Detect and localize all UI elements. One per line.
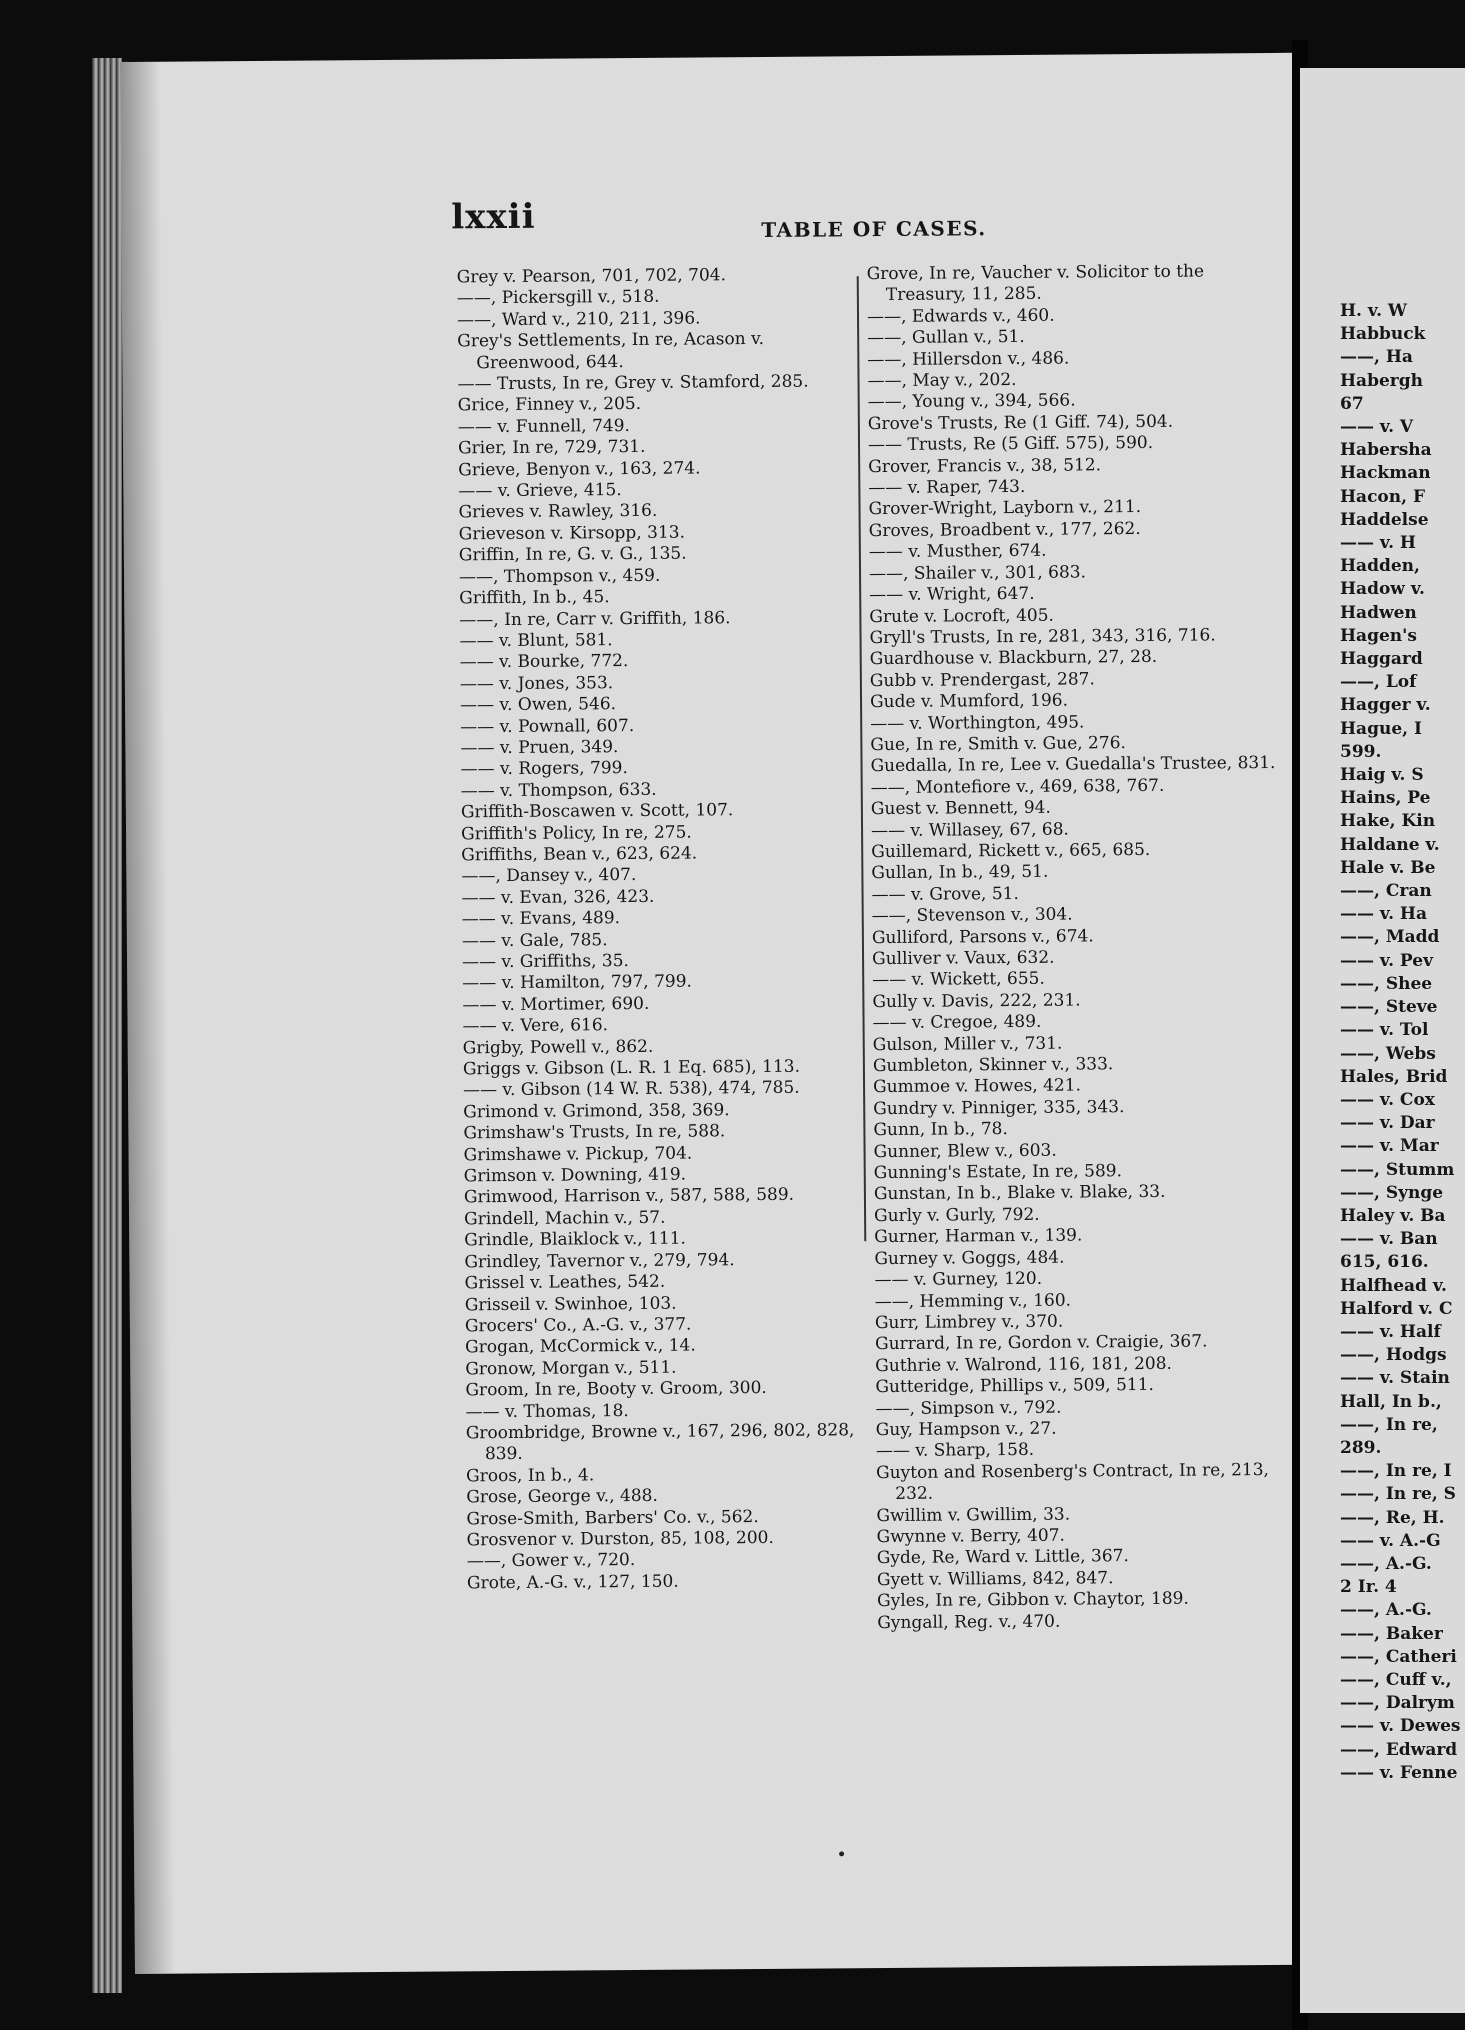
case-entry: —— v. Vere, 616. [462,1015,609,1037]
case-entry: —— v. Grieve, 415. [458,480,622,502]
case-entry: Gyngall, Reg. v., 470. [877,1611,1061,1633]
case-entry: Grindell, Machin v., 57. [464,1207,666,1230]
case-entry: Grissel v. Leathes, 542. [464,1271,666,1294]
facing-page-fragment: ——, In re, I [1340,1461,1452,1482]
case-entry: —— v. Raper, 743. [868,476,1026,499]
facing-page-fragment: Haddelse [1340,509,1429,530]
case-entry: Grose-Smith, Barbers' Co. v., 562. [466,1506,759,1529]
case-entry: Gurly v. Gurly, 792. [874,1204,1040,1226]
facing-page-fragment: ——, In re, [1340,1414,1438,1435]
case-entry: ——, Dansey v., 407. [461,865,637,887]
facing-page-fragment: —— v. H [1340,533,1416,554]
case-entry: Grogan, McCormick v., 14. [465,1335,696,1358]
case-entry: Gurr, Limbrey v., 370. [874,1311,1064,1334]
facing-page-fragment: Hales, Brid [1340,1066,1448,1087]
case-entry: Grote, A.-G. v., 127, 150. [466,1571,679,1594]
case-entry: ——, Stevenson v., 304. [871,904,1073,927]
column-rule [857,276,866,1241]
case-entry: —— v. Owen, 546. [459,694,617,716]
case-entry: —— v. Wickett, 655. [872,969,1045,991]
case-entry: Gunner, Blew v., 603. [873,1140,1057,1162]
case-entry: Grieves v. Rawley, 316. [458,501,658,523]
page-gutter-shadow [120,62,175,1974]
facing-page-fragment: Haig v. S [1340,765,1424,786]
facing-page-fragment: Hadden, [1340,556,1420,577]
case-entry: ——, Ward v., 210, 211, 396. [456,308,701,331]
facing-page-fragment: Haldane v. [1340,834,1440,855]
facing-page-fragment: —— v. A.-G [1340,1530,1441,1551]
facing-page-fragment: —— v. Fenne [1340,1762,1458,1783]
facing-page-fragments [1300,300,1461,1785]
case-entry: —— Trusts, Re (5 Giff. 575), 590. [867,433,1154,456]
running-head: TABLE OF CASES. [761,216,987,242]
case-entry: Gunning's Estate, In re, 589. [873,1161,1123,1184]
facing-page-fragment: Hagger v. [1340,695,1431,716]
case-entry: —— v. Sharp, 158. [875,1440,1035,1462]
case-entry: Groom, In re, Booty v. Groom, 300. [465,1378,767,1401]
case-entry: Gronow, Morgan v., 511. [465,1357,677,1380]
facing-page-fragment: ——, A.-G. [1340,1600,1432,1621]
case-entry: Guthrie v. Walrond, 116, 181, 208. [875,1353,1173,1376]
case-entry: Grose, George v., 488. [466,1485,658,1508]
case-entry: —— v. Blunt, 581. [459,630,613,652]
book-binding-edge [92,58,122,1993]
case-entry: Griffin, In re, G. v. G., 135. [458,543,687,566]
facing-page-fragment: 289. [1340,1437,1382,1458]
facing-page-fragment: Habbuck [1340,324,1426,345]
facing-page-fragment: ——, Lof [1340,672,1417,693]
case-entry: Groos, In b., 4. [466,1465,595,1487]
case-entry: Guest v. Bennett, 94. [870,797,1051,820]
case-entry: —— v. Pownall, 607. [460,715,635,737]
facing-page-fragment: —— v. Dar [1340,1113,1435,1134]
facing-page-fragment: Hake, Kin [1340,811,1436,832]
facing-page-fragment: ——, Ha [1340,347,1413,368]
case-entry: Grier, In re, 729, 731. [457,437,646,459]
case-entry: Gullan, In b., 49, 51. [871,862,1049,884]
case-entry: Grice, Finney v., 205. [457,394,642,416]
facing-page [1300,68,1465,2013]
case-entry: Griggs v. Gibson (L. R. 1 Eq. 685), 113. [462,1056,801,1080]
case-entry: Grimond v. Grimond, 358, 369. [463,1100,730,1123]
case-entry: —— v. Willasey, 67, 68. [870,819,1069,841]
case-entry: —— v. Gibson (14 W. R. 538), 474, 785. [463,1078,800,1101]
case-entry: ——, Shailer v., 301, 683. [868,562,1087,584]
facing-page-fragment: Habergh [1340,370,1423,391]
facing-page-fragment: Habersha [1340,440,1432,461]
facing-page-fragment: ——, Cran [1340,881,1432,902]
case-entry: ——, May v., 202. [867,370,1017,392]
facing-page-fragment: ——, Baker [1340,1623,1443,1644]
case-entry: Grieveson v. Kirsopp, 313. [458,522,686,545]
facing-page-fragment: Haley v. Ba [1340,1205,1446,1226]
case-entry: Gully v. Davis, 222, 231. [872,990,1081,1012]
facing-page-fragment: Hagen's [1340,625,1417,646]
case-entry: Gundry v. Pinniger, 335, 343. [873,1096,1125,1119]
case-entry: ——, Gullan v., 51. [867,327,1025,349]
case-entry: ——, Young v., 394, 566. [867,390,1076,413]
facing-page-fragment: —— v. Stain [1340,1368,1450,1389]
facing-page-fragment: —— v. Ban [1340,1229,1438,1250]
facing-page-fragment: ——, Webs [1340,1043,1436,1064]
facing-page-fragment: —— v. Dewes [1340,1716,1461,1737]
case-entry: Gunn, In b., 78. [873,1119,1008,1141]
case-entry: —— v. Thomas, 18. [465,1400,629,1422]
case-entry: Gue, In re, Smith v. Gue, 276. [870,733,1126,756]
case-entry: ——, Edwards v., 460. [866,305,1055,327]
case-entry: Gyett v. Williams, 842, 847. [876,1568,1114,1590]
case-entry: Gulson, Miller v., 731. [872,1033,1063,1055]
case-entry: Gulliford, Parsons v., 674. [871,925,1094,948]
case-entry: Gutteridge, Phillips v., 509, 511. [875,1375,1155,1398]
case-entry: ——, Pickersgill v., 518. [456,287,660,309]
facing-page-fragment: ——, Shee [1340,973,1433,994]
facing-page-fragment: —— v. Half [1340,1321,1441,1342]
facing-page-fragment: —— v. Ha [1340,904,1428,925]
case-entry: —— v. Thompson, 633. [460,779,657,802]
case-entry: Guyton and Rosenberg's Contract, In re, 213, 232. [876,1459,1269,1505]
case-entry: Griffith's Policy, In re, 275. [460,822,692,844]
case-entry: Grimwood, Harrison v., 587, 588, 589. [463,1185,795,1208]
case-entry: —— v. Rogers, 799. [460,758,628,780]
case-entry: Guillemard, Rickett v., 665, 685. [871,839,1151,863]
facing-page-fragment: Hains, Pe [1340,788,1431,809]
case-entry: ——, Hemming v., 160. [874,1290,1072,1312]
case-entry: Guy, Hampson v., 27. [875,1418,1057,1441]
case-entry: Griffith, In b., 45. [459,587,610,609]
book-page [120,53,1307,1974]
facing-page-fragment: 2 Ir. 4 [1340,1577,1397,1598]
case-entry: Gulliver v. Vaux, 632. [871,947,1055,970]
facing-page-fragment: Hackman [1340,463,1431,484]
case-entry: Grieve, Benyon v., 163, 274. [458,458,701,481]
case-entry: ——, Simpson v., 792. [875,1397,1062,1419]
case-entry: —— v. Hamilton, 797, 799. [462,971,693,994]
facing-page-fragment: Hadwen [1340,602,1417,623]
case-entry: —— v. Wright, 647. [869,583,1035,606]
facing-page-fragment: —— v. Mar [1340,1136,1439,1157]
case-entry: Grover-Wright, Layborn v., 211. [868,497,1142,520]
case-entry: —— v. Evans, 489. [461,908,621,930]
right-column [867,261,1298,1634]
case-entry: Gurner, Harman v., 139. [874,1225,1083,1248]
case-entry: Grover, Francis v., 38, 512. [868,454,1102,477]
case-entry: Grigby, Powell v., 862. [462,1036,654,1058]
case-entry: Grey's Settlements, In re, Acason v. Greenwood, 644. [457,329,765,373]
case-entry: —— v. Gurney, 120. [874,1268,1043,1291]
case-entry: Grosvenor v. Durston, 85, 108, 200. [466,1527,774,1551]
case-entry: Gubb v. Prendergast, 287. [869,669,1095,691]
case-entry: Gyles, In re, Gibbon v. Chaytor, 189. [877,1588,1189,1612]
page-number: lxxii [451,196,536,238]
case-entry: ——, Montefiore v., 469, 638, 767. [870,775,1165,798]
facing-page-fragment: Hacon, F [1340,486,1426,507]
facing-page-fragment: —— v. Pev [1340,950,1433,971]
ink-speck [839,1851,844,1856]
facing-page-fragment: ——, Dalrym [1340,1693,1455,1714]
case-entry: Guedalla, In re, Lee v. Guedalla's Trustee, 831. [870,753,1276,777]
case-entry: Grimshawe v. Pickup, 704. [463,1143,693,1165]
facing-page-fragment: ——, Madd [1340,927,1440,948]
case-entry: —— v. Mortimer, 690. [462,993,650,1016]
case-entry: Guardhouse v. Blackburn, 27, 28. [869,647,1158,670]
facing-page-fragment: ——, Synge [1340,1182,1444,1203]
case-entry: Gwillim v. Gwillim, 33. [876,1504,1071,1526]
facing-page-fragment: ——, Hodgs [1340,1345,1447,1366]
case-entry: Gummoe v. Howes, 421. [872,1075,1082,1098]
left-column [457,264,857,1594]
facing-page-fragment: ——, Cuff v., [1340,1669,1452,1690]
facing-page-fragment: ——, Stumm [1340,1159,1455,1180]
facing-page-fragment: Haggard [1340,649,1423,670]
case-entry: Groombridge, Browne v., 167, 296, 802, 828, 839. [465,1420,855,1465]
facing-page-fragment: Halford v. C [1340,1298,1453,1319]
case-entry: Gryll's Trusts, In re, 281, 343, 316, 716. [869,625,1216,649]
facing-page-fragment: —— v. Tol [1340,1020,1429,1041]
facing-page-fragment: ——, Catheri [1340,1646,1457,1667]
case-entry: Gyde, Re, Ward v. Little, 367. [876,1546,1129,1569]
case-entry: Grimshaw's Trusts, In re, 588. [463,1121,726,1144]
case-entry: Gude v. Mumford, 196. [869,690,1069,713]
case-entry: Grindley, Tavernor v., 279, 794. [464,1249,735,1273]
case-entry: —— Trusts, In re, Grey v. Stamford, 285. [457,371,809,395]
facing-page-fragment: H. v. W [1340,301,1407,321]
facing-page-fragment: Hale v. Be [1340,857,1436,878]
case-entry: —— v. Musther, 674. [868,541,1047,563]
case-entry: Grisseil v. Swinhoe, 103. [464,1293,677,1315]
case-entry: —— v. Cregoe, 489. [872,1012,1042,1034]
case-entry: —— v. Funnell, 749. [457,415,630,438]
case-entry: ——, Gower v., 720. [466,1550,636,1572]
facing-page-fragment: ——, Re, H. [1340,1507,1445,1528]
case-entry: Grute v. Locroft, 405. [869,605,1054,627]
case-entry: ——, Thompson v., 459. [458,565,661,588]
case-entry: ——, Hillersdon v., 486. [867,348,1070,370]
case-entry: Gunstan, In b., Blake v. Blake, 33. [873,1182,1166,1205]
case-entry: Groves, Broadbent v., 177, 262. [868,518,1141,542]
case-entry: Grey v. Pearson, 701, 702, 704. [456,265,727,288]
case-entry: —— v. Jones, 353. [459,672,614,695]
case-entry: ——, In re, Carr v. Griffith, 186. [459,607,731,630]
case-entry: Grove, In re, Vaucher v. Solicitor to the Treasury, 11, 285. [866,261,1205,306]
facing-page-fragment: ——, A.-G. [1340,1553,1432,1574]
case-entry: Griffith-Boscawen v. Scott, 107. [460,800,734,823]
case-entry: Gurney v. Goggs, 484. [874,1247,1065,1269]
case-entry: —— v. Griffiths, 35. [462,951,629,973]
case-entry: —— v. Worthington, 495. [870,711,1085,734]
facing-page-fragment: 67 [1340,393,1364,414]
case-entry: —— v. Gale, 785. [461,929,608,951]
facing-page-fragment: Hall, In b., [1340,1391,1442,1412]
facing-page-fragment: Halfhead v. [1340,1275,1447,1296]
case-entry: Griffiths, Bean v., 623, 624. [461,843,698,866]
facing-page-fragment: —— v. Cox [1340,1089,1435,1110]
case-entry: Grimson v. Downing, 419. [463,1164,687,1187]
facing-page-fragment: —— v. V [1340,417,1414,438]
facing-page-fragment: ——, Edward [1340,1739,1458,1760]
case-entry: Gurrard, In re, Gordon v. Craigie, 367. [875,1331,1208,1355]
case-entry: Grove's Trusts, Re (1 Giff. 74), 504. [867,411,1174,434]
case-entry: —— v. Evan, 326, 423. [461,886,655,909]
facing-page-fragment: 599. [1340,741,1382,762]
facing-page-fragment: 615, 616. [1340,1252,1429,1273]
facing-page-fragment: Hadow v. [1340,579,1425,600]
case-entry: Gwynne v. Berry, 407. [876,1525,1065,1548]
case-entry: Grindle, Blaiklock v., 111. [464,1228,686,1251]
facing-page-fragment: Hague, I [1340,718,1422,739]
case-entry: Gumbleton, Skinner v., 333. [872,1054,1114,1077]
case-entry: Grocers' Co., A.-G. v., 377. [464,1314,692,1337]
facing-page-fragment: ——, Steve [1340,997,1438,1018]
case-entry: —— v. Grove, 51. [871,883,1019,905]
facing-page-fragment: ——, In re, S [1340,1484,1456,1505]
case-entry: —— v. Pruen, 349. [460,737,619,759]
case-entry: —— v. Bourke, 772. [459,651,629,673]
